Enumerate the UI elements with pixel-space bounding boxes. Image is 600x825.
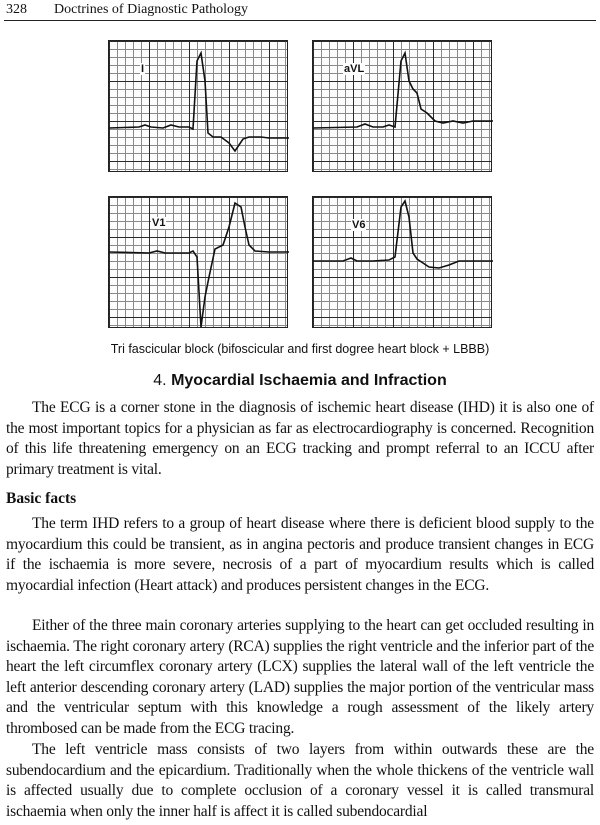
lead-label-v6: V6 — [352, 219, 366, 231]
subheading-basic-facts: Basic facts — [6, 490, 77, 507]
running-title: Doctrines of Diagnostic Pathology — [54, 2, 249, 17]
lead-label-v1: V1 — [152, 217, 166, 229]
paragraph-basic-facts-3: The left ventricle mass consists of two layers from within outwards these are the subendocardium and the epicardium. Traditionally when the whole thickens of the ventricle wall is affected usually due to complete occlusion of a coronary vessel it is called transmural ischaemia when only the inner half is affect it is called subendocardial — [6, 741, 594, 820]
page-number: 328 — [6, 2, 27, 17]
paragraph-basic-facts-1: The term IHD refers to a group of heart disease where there is deficient blood supply to the myocardium this could be transient, as in angina pectoris and produce transient changes in ECG if the ischaemia is more severe, necrosis of a part of myocardium results which is called myocardial infection (Heart attack) and produces persistent changes in the ECG. — [6, 515, 594, 594]
section-number: 4. — [153, 372, 167, 389]
lead-label-avl: aVL — [344, 63, 365, 75]
ecg-panel-lead-v6 — [312, 196, 492, 328]
ecg-trace-lead-avl — [313, 41, 493, 173]
section-heading — [0, 372, 600, 390]
ecg-panel-lead-v1 — [108, 196, 288, 328]
paragraph-basic-facts-2: Either of the three main coronary arteries supplying to the heart can get occluded resulting in ischaemia. The right coronary artery (RCA) supplies the right ventricle and the inferior part of the heart the left circumflex coronary artery (LCX) supplies the lateral wall of the left ventricle the left anterior descending coronary artery (LAD) supplies the major portion of the ventricular mass and the ventricular septum with this knowledge a rough assessment of the likely artery thrombosed can be made from the ECG tracing. — [6, 617, 594, 737]
figure-caption: Tri fascicular block (bifoscicular and first dogree heart block + LBBB) — [110, 342, 490, 356]
ecg-trace-lead-v6 — [313, 197, 493, 329]
ecg-trace-lead-i — [109, 41, 289, 173]
ecg-trace-lead-v1 — [109, 197, 289, 329]
paragraph-intro: The ECG is a corner stone in the diagnosis of ischemic heart disease (IHD) it is also one of the most important topics for a physician as far as electrocardiography is concerned. Recognition of this life threatening emergency on an ECG tracking and prompt referral to an ICCU after primary treatment is vital. — [6, 399, 594, 478]
ecg-panel-lead-avl — [312, 40, 492, 172]
page-header — [4, 0, 596, 21]
section-title: Myocardial Ischaemia and Infraction — [171, 372, 447, 389]
lead-label-i: I — [141, 63, 145, 75]
ecg-panel-lead-i — [108, 40, 288, 172]
